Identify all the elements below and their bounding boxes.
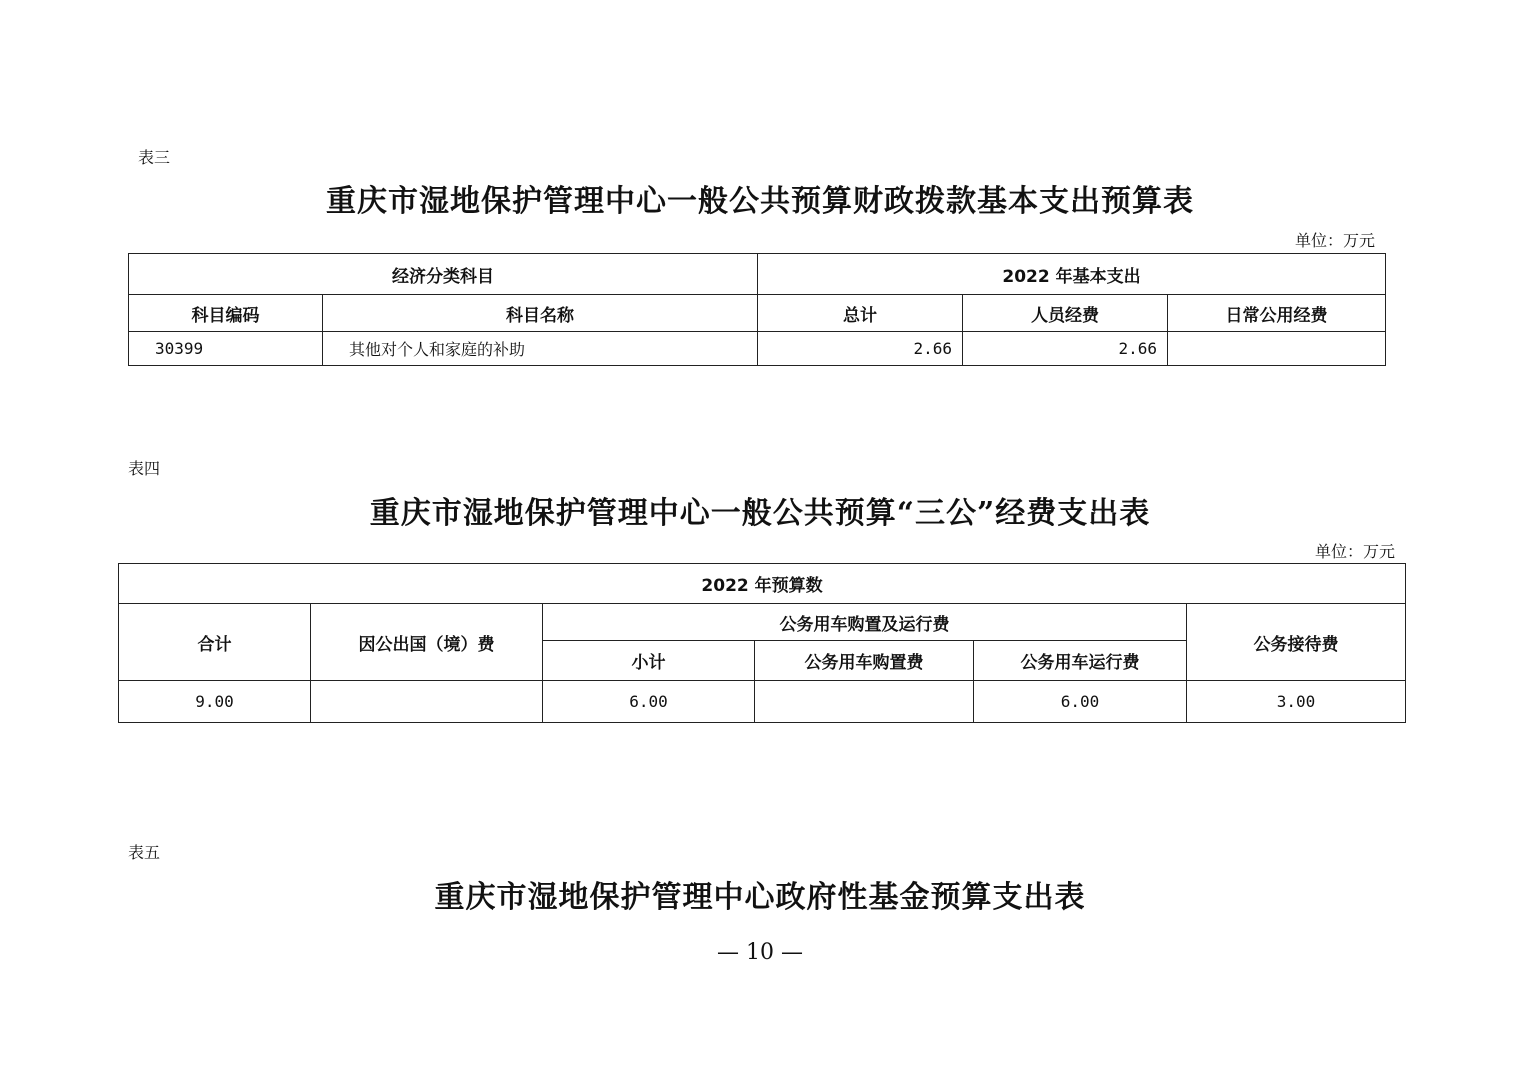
table4-cell-subtotal: 6.00: [543, 681, 755, 723]
table4-cell-purchase: [755, 681, 974, 723]
table4-cell-total: 9.00: [119, 681, 311, 723]
table4-top-header: 2022 年预算数: [119, 564, 1406, 604]
table3-cell-total: 2.66: [758, 332, 963, 366]
table3-cell-name: 其他对个人和家庭的补助: [323, 332, 758, 366]
table4-col-total: 合计: [119, 604, 311, 681]
table-row: [129, 332, 1386, 366]
table3-cell-code: 30399: [129, 332, 323, 366]
table5-label: 表五: [128, 843, 161, 862]
table3-col-daily: 日常公用经费: [1168, 295, 1386, 332]
table3-label: 表三: [138, 148, 171, 167]
page-number: — 10 —: [717, 940, 803, 965]
table3: [128, 253, 1386, 366]
table4-col-purchase: 公务用车购置费: [755, 641, 974, 681]
table4-col-vehicle-group: 公务用车购置及运行费: [543, 604, 1187, 641]
table3-col-personnel: 人员经费: [963, 295, 1168, 332]
table4-col-abroad: 因公出国（境）费: [311, 604, 543, 681]
table3-unit: 单位：万元: [1294, 231, 1375, 250]
table4-header-row-1: [119, 604, 1406, 641]
table3-title: 重庆市湿地保护管理中心一般公共预算财政拨款基本支出预算表: [326, 184, 1194, 219]
table3-group-header-row: [129, 254, 1386, 295]
table4-col-operation: 公务用车运行费: [974, 641, 1187, 681]
table4-title: 重庆市湿地保护管理中心一般公共预算“三公”经费支出表: [369, 496, 1151, 531]
table4-col-reception: 公务接待费: [1187, 604, 1406, 681]
table4-unit: 单位：万元: [1314, 542, 1395, 561]
table-row: [119, 681, 1406, 723]
table4-cell-operation: 6.00: [974, 681, 1187, 723]
table3-cell-daily: [1168, 332, 1386, 366]
table4-top-header-row: [119, 564, 1406, 604]
table3-column-header-row: [129, 295, 1386, 332]
table3-group-header-basic: 2022 年基本支出: [758, 254, 1386, 295]
table4-cell-reception: 3.00: [1187, 681, 1406, 723]
table3-col-name: 科目名称: [323, 295, 758, 332]
table3-group-header-economic: 经济分类科目: [129, 254, 758, 295]
table4-col-subtotal: 小计: [543, 641, 755, 681]
table4: [118, 563, 1406, 723]
table4-label: 表四: [128, 459, 161, 478]
table3-col-code: 科目编码: [129, 295, 323, 332]
table4-cell-abroad: [311, 681, 543, 723]
table3-col-total: 总计: [758, 295, 963, 332]
table5-title: 重庆市湿地保护管理中心政府性基金预算支出表: [434, 880, 1086, 915]
table3-cell-personnel: 2.66: [963, 332, 1168, 366]
